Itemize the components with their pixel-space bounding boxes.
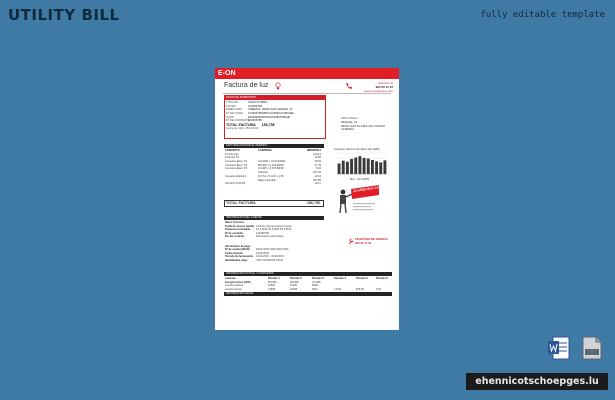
info-row: Fin del contrato Renovación automática bbox=[225, 235, 284, 239]
contact-block bbox=[364, 81, 393, 93]
phone-icon bbox=[345, 82, 353, 90]
customer-street: Millavilla, 21 bbox=[341, 119, 358, 124]
page-title: UTILITY BILL bbox=[8, 6, 120, 24]
info-row bbox=[224, 239, 324, 243]
info-row: Información de pago bbox=[225, 244, 251, 248]
chart-bar bbox=[354, 158, 357, 174]
promo-banner bbox=[351, 184, 388, 199]
lightbulb-icon bbox=[275, 82, 281, 90]
supply-row: TITULAR JOHN CITIZEN bbox=[226, 99, 268, 104]
page-subtitle: fully editable template bbox=[480, 10, 605, 20]
info-row: Potencia Contratada P1 5,5kW P2 5,5kW P3 5,5kW bbox=[225, 228, 292, 232]
pdf-icon[interactable] bbox=[581, 336, 603, 360]
emergency-block bbox=[355, 238, 388, 245]
info-table bbox=[224, 221, 324, 263]
chart-bar bbox=[363, 158, 366, 174]
table-row: Lectura anterior 12500 11000 9000 bbox=[225, 284, 318, 288]
info-row: Fecha emisión 25/12/2019 bbox=[225, 251, 269, 255]
table-row: Consumo Elect. P3 12 kWh x 0,074 €/kWh 5,34 bbox=[225, 167, 321, 171]
table-row: Consumo Elect. P2 86 kWh x 0,104 €/kWh 17,79 bbox=[225, 163, 321, 167]
contact-label: Atención al bbox=[378, 81, 393, 85]
customer-city: 08000 SANTA INÉS DE OLIMPO bbox=[341, 123, 386, 128]
due-date: Fecha de cobro: 25/12/2019 bbox=[226, 127, 259, 131]
supply-row: DIRECCIÓN C/BERCA, 09000 SAN MANUEL 12 bbox=[226, 107, 293, 112]
calc-total: TOTAL FACTURA 156,79€ bbox=[224, 200, 324, 207]
divider bbox=[223, 93, 391, 94]
worker-figure bbox=[340, 190, 352, 213]
calc-header: FACTURACIÓN POR EL PERIODO bbox=[224, 144, 324, 148]
table-row: Impuesto Eléctrico 197,54 x 5,11% x 1,05 10,11 bbox=[225, 174, 321, 178]
customer-name: John Citizen bbox=[341, 116, 358, 120]
table-row: Subtotal 197,54 bbox=[258, 171, 321, 175]
info-row: Datos Técnicos bbox=[225, 221, 245, 224]
emergency-label: TELÉFONO DE AVERÍAS bbox=[355, 237, 388, 241]
table-row: IVA 21% (0,96 BI) 19,17 bbox=[225, 182, 321, 186]
brand-bar bbox=[215, 68, 399, 79]
info-row: Periodo de facturación 01/11/2019 - 30/11/2019 bbox=[225, 255, 284, 259]
supply-header: DATOS DE SUMINISTRO bbox=[225, 96, 325, 100]
chart-bar bbox=[367, 159, 370, 174]
consumption-header: INFORMACIÓN ACTUAL Y CONSUMOS bbox=[224, 272, 392, 276]
supply-row: Nº DE CONTRATO123456789 bbox=[226, 118, 262, 123]
bill-title: Factura de luz bbox=[224, 82, 269, 89]
info-row: Tarifa de acceso (tarifa) 2.0A Sin discriminación horaria bbox=[225, 224, 292, 228]
consumption-head-row: Lecturas Periodo 1 Periodo 2 Periodo 3 Periodo 4 Periodo 5 Periodo 6 bbox=[225, 277, 388, 280]
chart-title: Consumo eléctrico del último año (kWh) bbox=[334, 148, 380, 151]
calc-head-row: CONCEPTO CANTIDAD IMPORTE € bbox=[225, 149, 321, 152]
chart-bar bbox=[346, 162, 349, 174]
table-row: Consumo Elect. P1 123 kWh x 0,124 €/kWh 45,63 bbox=[225, 160, 321, 164]
chart-bar bbox=[383, 160, 386, 174]
info-row: Nº de cuenta (IBAN) ES00 0000 0000 0000 0000 bbox=[225, 248, 289, 252]
chart-bar bbox=[358, 156, 361, 174]
table-row: Lectura actual 12556 11028 9012 17222 $75.00 0.00 bbox=[225, 288, 382, 292]
customer-region: ALMERIA bbox=[341, 127, 355, 132]
contact-web: www.eonclientes.com bbox=[364, 89, 393, 93]
supply-rows bbox=[225, 100, 325, 123]
promo-text: ¡CLAMED BUY CAMBIO! bbox=[352, 184, 388, 193]
info-row: Identificador pago CPR 123456789 00000 bbox=[225, 258, 284, 262]
supply-box bbox=[224, 95, 326, 139]
word-icon[interactable] bbox=[548, 336, 570, 360]
calc-table bbox=[224, 149, 324, 186]
chart-caption: Mes - año (kWh) bbox=[350, 178, 370, 181]
consumption-chart bbox=[334, 152, 388, 176]
supply-row: CUPS ES0000000000001234567890AB bbox=[226, 114, 290, 119]
chart-bar bbox=[338, 164, 341, 175]
table-row: Base imponible 207,65 bbox=[258, 178, 321, 182]
legal-header: INFORMACIÓN LEGAL bbox=[224, 292, 392, 296]
chart-bar bbox=[375, 161, 378, 174]
wrench-icon bbox=[348, 238, 354, 245]
table-row: Potencia P1 10,38 bbox=[225, 156, 321, 160]
chart-bar bbox=[342, 161, 345, 174]
supply-total: TOTAL FACTURA 156,79€ bbox=[226, 123, 275, 128]
contact-phone: 900 00 11 22 bbox=[375, 85, 393, 89]
table-row: Término fijo 120,14 bbox=[225, 152, 321, 156]
chart-bar bbox=[379, 162, 382, 174]
company-logo: E-ON bbox=[218, 70, 236, 77]
promo-illustration bbox=[335, 183, 388, 218]
info-header: INFORMACIÓN DEL CLIENTE bbox=[224, 216, 324, 220]
chart-bar bbox=[371, 160, 374, 174]
bill-sheet bbox=[215, 68, 399, 330]
site-watermark: ehennicotschoepges.lu bbox=[466, 373, 608, 390]
consumption-table bbox=[224, 277, 392, 292]
emergency-number: 900 22 11 33 bbox=[355, 240, 372, 245]
promo-lines bbox=[353, 203, 375, 210]
supply-row: CIF NIF 12345678Z bbox=[226, 103, 263, 108]
customer-address bbox=[341, 117, 385, 132]
supply-row: Nº FACTURA 1234567890/BU/123456/12/ABCDEL bbox=[226, 110, 295, 115]
chart-bar bbox=[350, 159, 353, 174]
table-row: Energía Activa (kWh) 56 kWh 28 kWh 12 kWh bbox=[225, 280, 321, 284]
info-row: Nº de contador 123456789 bbox=[225, 231, 269, 235]
